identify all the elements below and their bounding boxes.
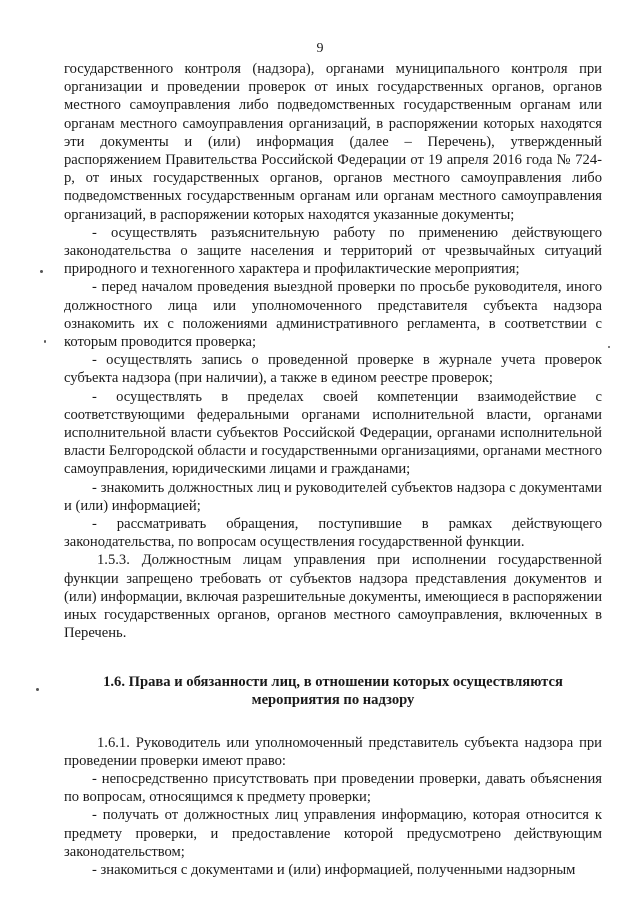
bullet-paragraph: - рассматривать обращения, поступившие в рамках действующего законодательства, по вопросам осуществления государственной функции. (64, 516, 602, 551)
bullet-paragraph: - знакомить должностных лиц и руководителей субъектов надзора с документами и (или) информацией; (64, 479, 602, 514)
paragraph: 1.6.1. Руководитель или уполномоченный представитель субъекта надзора при проведении проверки имеют право: (64, 734, 602, 769)
paragraph: государственного контроля (надзора), органами муниципального контроля при организации и проведении проверок от иных государственных органов, органов местного самоуправления либо подведомственных государственным органам или органам местного самоуправления организаций, в распоряжении которых находятся эти документы и (или) информация (далее – Перечень), утвержденный распоряжением Правительства Российской Федерации от 19 апреля 2016 года № 724-р, от иных государственных органов, органов местного самоуправления либо подведомственных государственным органам или органам местного самоуправления организаций, в распоряжении которых находятся указанные документы; (64, 61, 602, 223)
bullet-paragraph: - знакомиться с документами и (или) информацией, полученными надзорным (92, 861, 576, 878)
scan-speck (36, 688, 39, 691)
paragraphs-after-heading (64, 734, 602, 880)
document-body (64, 60, 602, 879)
bullet-paragraph: - осуществлять разъяснительную работу по применению действующего законодательства о защите населения и территорий от чрезвычайных ситуаций природного и техногенного характера и профилактические мероприятия; (64, 224, 602, 278)
paragraphs-before-heading (64, 60, 602, 643)
bullet-paragraph: - осуществлять запись о проведенной проверке в журнале учета проверок субъекта надзора (при наличии), а также в едином реестре проверок; (64, 352, 602, 387)
page-number: 9 (316, 41, 324, 56)
scan-speck (44, 340, 46, 343)
bullet-paragraph: - непосредственно присутствовать при проведении проверки, давать объяснения по вопросам, относящимся к предмету проверки; (64, 770, 602, 806)
paragraph: 1.5.3. Должностным лицам управления при исполнении государственной функции запрещено требовать от субъектов надзора представления документов и (или) информации, включая разрешительные документы, имеющиеся в распоряжении иных государственных органов, органов местного самоуправления, включенных в Перечень. (64, 552, 602, 642)
scan-speck (40, 270, 43, 273)
bullet-paragraph: - перед началом проведения выездной проверки по просьбе руководителя, иного должностного лица или уполномоченного представителя субъекта надзора ознакомить их с положениями административного регламента, в соответствии с которым проводится проверка; (64, 279, 602, 351)
section-heading: 1.6. Права и обязанности лиц, в отношении которых осуществляются мероприятия по надзору (103, 673, 563, 708)
bullet-paragraph: - осуществлять в пределах своей компетенции взаимодействие с соответствующими федеральными органами исполнительной власти, органами исполнительной власти субъектов Российской Федерации, органами исполнительной власти Белгородской области и государственными организациями, органами местного самоуправления, юридическими лицами и гражданами; (64, 388, 602, 478)
scan-speck (608, 346, 610, 348)
bullet-paragraph: - получать от должностных лиц управления информацию, которая относится к предмету проверки, и предоставление которой предусмотрено действующим законодательством; (64, 807, 602, 860)
